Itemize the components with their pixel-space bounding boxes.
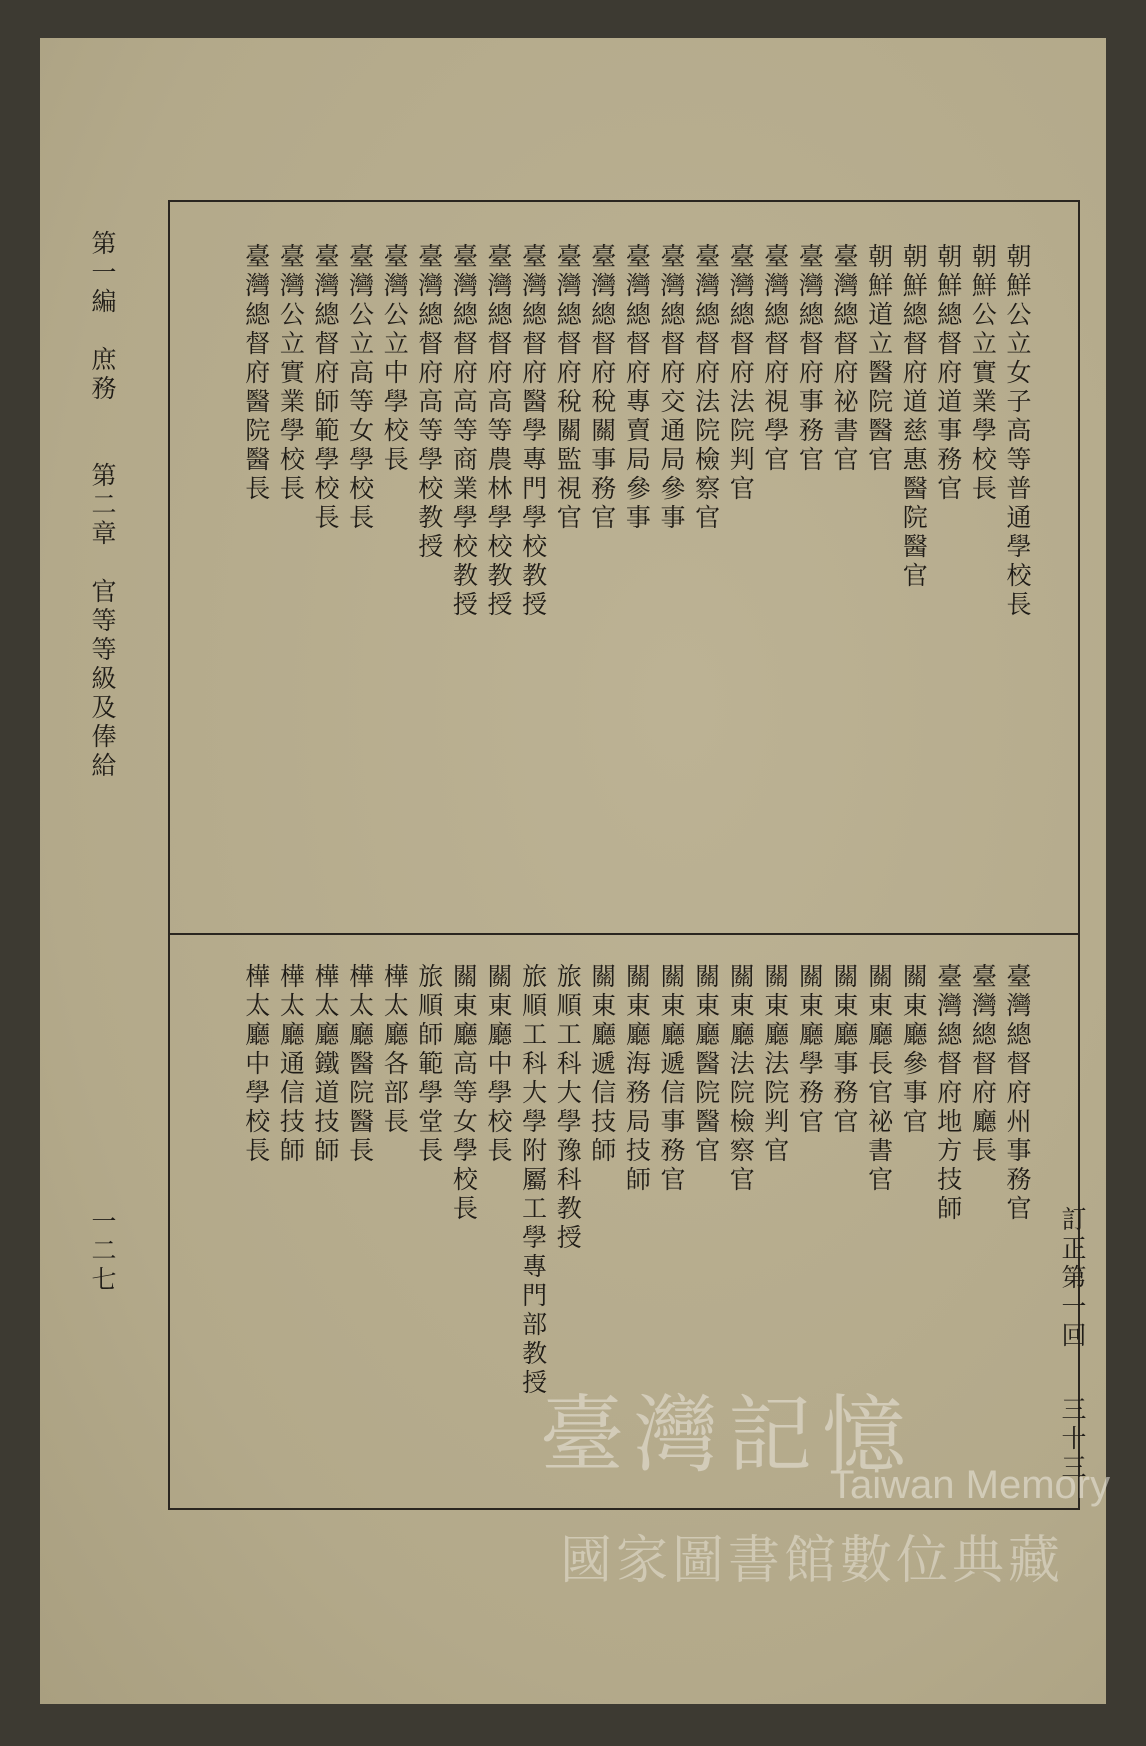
entry-column: 臺灣總督府師範學校長 <box>311 243 340 533</box>
document-page <box>40 38 1111 1704</box>
watermark-library: 國家圖書館數位典藏 <box>560 1532 1065 1590</box>
entry-column: 臺灣公立中學校長 <box>380 243 410 475</box>
entry-column: 旅順工科大學豫科教授 <box>553 963 583 1253</box>
entry-column: 關東廳學務官 <box>795 963 825 1137</box>
entry-column: 樺太廳醫院醫長 <box>345 963 375 1166</box>
entry-column: 臺灣總督府地方技師 <box>933 963 963 1224</box>
entry-column: 臺灣總督府高等商業學校教授 <box>449 243 479 620</box>
revision-label: 訂正第一回 <box>1058 1206 1087 1351</box>
entry-column: 關東廳海務局技師 <box>622 963 652 1195</box>
page-number: 一二七 <box>88 1208 117 1295</box>
entry-column: 臺灣總督府稅關事務官 <box>587 243 617 533</box>
revision-number: 三十三 <box>1058 1396 1087 1483</box>
entry-column: 朝鮮總督府道事務官 <box>933 243 963 504</box>
entry-column: 樺太廳中學校長 <box>241 963 271 1166</box>
entry-column: 樺太廳各部長 <box>380 963 410 1137</box>
entry-column: 關東廳參事官 <box>899 963 929 1137</box>
entry-column: 關東廳醫院醫官 <box>691 963 721 1166</box>
entry-column: 朝鮮道立醫院醫官 <box>864 243 894 475</box>
entry-column: 臺灣總督府交通局參事 <box>657 243 686 533</box>
entry-column: 關東廳法院判官 <box>760 963 790 1166</box>
entry-column: 朝鮮總督府道慈惠醫院醫官 <box>899 243 929 591</box>
watermark-chinese: 臺灣記憶 <box>540 1386 917 1484</box>
entry-column: 朝鮮公立實業學校長 <box>968 243 998 504</box>
entry-column: 臺灣總督府祕書官 <box>830 243 859 475</box>
entry-column: 旅順工科大學附屬工學專門部教授 <box>518 963 548 1398</box>
entry-column: 關東廳遞信技師 <box>587 963 617 1166</box>
entry-column: 臺灣總督府高等農林學校教授 <box>484 243 513 620</box>
entry-column: 臺灣總督府事務官 <box>795 243 825 475</box>
entry-column: 臺灣總督府法院檢察官 <box>691 243 721 533</box>
entry-column: 關東廳法院檢察官 <box>726 963 756 1195</box>
entry-column: 關東廳高等女學校長 <box>449 963 479 1224</box>
entry-column: 樺太廳通信技師 <box>276 963 306 1166</box>
entry-column: 臺灣公立高等女學校長 <box>345 243 375 533</box>
watermark-english: Taiwan Memory <box>830 1463 1111 1507</box>
entry-column: 臺灣總督府稅關監視官 <box>553 243 583 533</box>
entry-column: 臺灣總督府高等學校教授 <box>414 243 444 562</box>
entry-column: 臺灣總督府醫學專門學校教授 <box>518 243 548 620</box>
entry-column: 臺灣總督府州事務官 <box>1003 963 1032 1224</box>
entry-column: 臺灣總督府視學官 <box>760 243 790 475</box>
entry-column: 樺太廳鐵道技師 <box>311 963 340 1166</box>
entry-column: 臺灣公立實業學校長 <box>276 243 306 504</box>
entry-column: 關東廳事務官 <box>830 963 859 1137</box>
entry-column: 關東廳長官祕書官 <box>864 963 894 1195</box>
entry-column: 關東廳遞信事務官 <box>657 963 686 1195</box>
entry-column: 朝鮮公立女子高等普通學校長 <box>1003 243 1032 620</box>
section-divider <box>170 933 1078 935</box>
entry-column: 旅順師範學堂長 <box>414 963 444 1166</box>
chapter-header: 第一編 庶務 第二章 官等等級及俸給 <box>88 230 117 781</box>
entry-column: 臺灣總督府廳長 <box>968 963 998 1166</box>
entry-column: 臺灣總督府專賣局參事 <box>622 243 652 533</box>
entry-column: 臺灣總督府法院判官 <box>726 243 756 504</box>
entry-column: 關東廳中學校長 <box>484 963 513 1166</box>
entry-column: 臺灣總督府醫院醫長 <box>241 243 271 504</box>
